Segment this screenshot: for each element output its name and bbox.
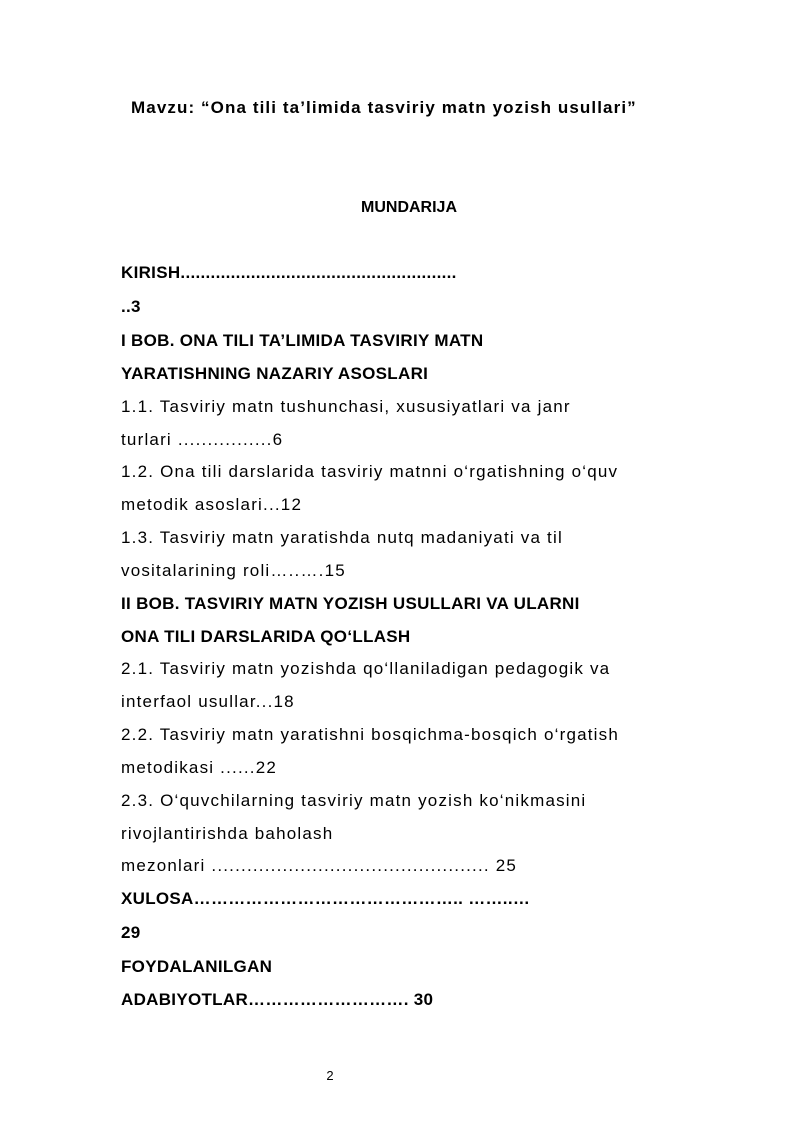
toc-line-2-3-cont2: mezonlari ............................................... 25 <box>121 856 518 875</box>
toc-line-2-2: 2.2. Tasviriy matn yaratishni bosqichma-bosqich o‘rgatish <box>121 725 620 744</box>
toc-line-introduction-page: ..3 <box>121 297 141 316</box>
contents-heading: MUNDARIJA <box>361 199 457 216</box>
toc-line-2-2-cont: metodikasi ......22 <box>121 758 278 777</box>
toc-line-1-1-cont: turlari ................6 <box>121 430 284 449</box>
page-number: 2 <box>326 1068 334 1083</box>
toc-line-2-1-cont: interfaol usullar...18 <box>121 692 295 711</box>
toc-line-2-3: 2.3. O‘quvchilarning tasviriy matn yozish ko‘nikmasini <box>121 791 587 810</box>
toc-line-1-2-cont: metodik asoslari...12 <box>121 495 303 514</box>
toc-line-chapter1-title: I BOB. ONA TILI TA’LIMIDA TASVIRIY MATN <box>121 331 484 350</box>
toc-line-conclusion-page: 29 <box>121 923 141 942</box>
toc-line-1-1: 1.1. Tasviriy matn tushunchasi, xususiyatlari va janr <box>121 397 571 416</box>
toc-line-1-3-cont: vositalarining roli…..….15 <box>121 561 346 580</box>
toc-line-chapter1-title-cont: YARATISHNING NAZARIY ASOSLARI <box>121 364 429 383</box>
toc-line-introduction: KIRISH....................................................... <box>121 263 457 282</box>
toc-line-references: FOYDALANILGAN <box>121 957 273 976</box>
toc-line-1-2: 1.2. Ona tili darslarida tasviriy matnni o‘rgatishning o‘quv <box>121 462 619 481</box>
document-title: Mavzu: “Ona tili ta’limida tasviriy matn yozish usullari” <box>131 98 637 117</box>
toc-line-2-1: 2.1. Tasviriy matn yozishda qo‘llaniladigan pedagogik va <box>121 659 611 678</box>
toc-line-chapter2-title: II BOB. TASVIRIY MATN YOZISH USULLARI VA ULARNI <box>121 594 580 613</box>
toc-line-chapter2-title-cont: ONA TILI DARSLARIDA QO‘LLASH <box>121 627 411 646</box>
toc-line-1-3: 1.3. Tasviriy matn yaratishda nutq madaniyati va til <box>121 528 563 547</box>
toc-line-2-3-cont: rivojlantirishda baholash <box>121 824 334 843</box>
toc-line-references-cont: ADABIYOTLAR………………………. 30 <box>121 990 434 1009</box>
toc-line-conclusion: XULOSA……………………………………….. ……..… <box>121 889 531 908</box>
